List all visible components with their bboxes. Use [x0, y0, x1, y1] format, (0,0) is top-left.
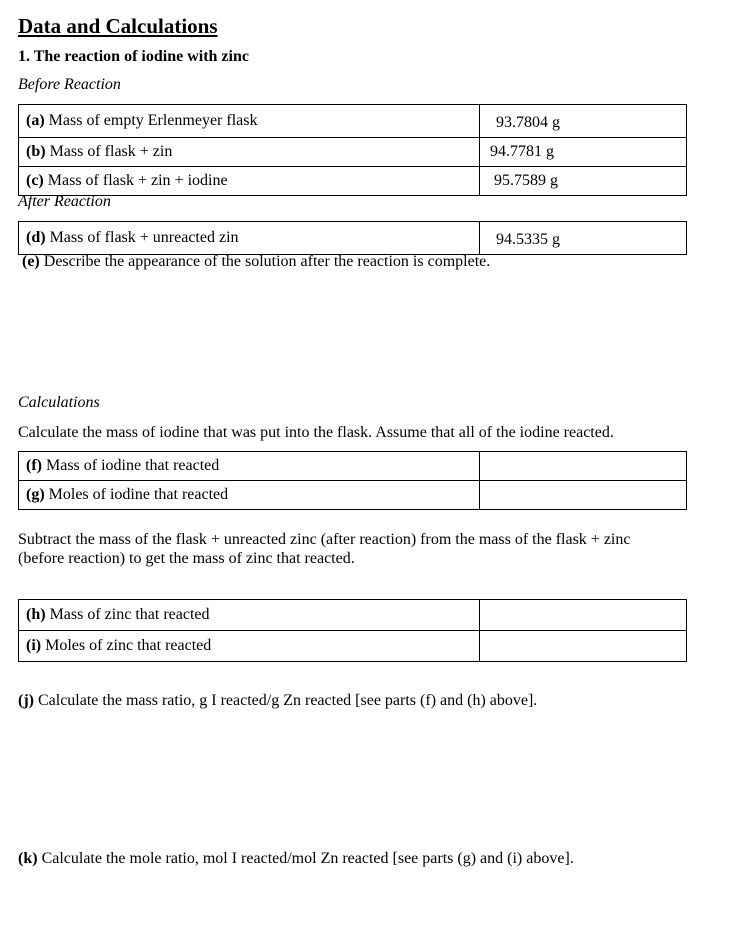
- before-reaction-table: [18, 104, 687, 196]
- row-label: (b) Mass of flask + zin: [19, 138, 480, 167]
- row-label: (d) Mass of flask + unreacted zin: [19, 222, 480, 255]
- before-reaction-label: Before Reaction: [18, 76, 121, 93]
- after-reaction-table: [18, 221, 687, 255]
- table-row: [19, 138, 687, 167]
- row-label: (g) Moles of iodine that reacted: [19, 481, 480, 510]
- row-label: (h) Mass of zinc that reacted: [19, 600, 480, 631]
- calc-instruction: Calculate the mass of iodine that was put into the flask. Assume that all of the iodine reacted.: [18, 424, 614, 441]
- subtract-instruction-line2: (before reaction) to get the mass of zinc that reacted.: [18, 550, 355, 567]
- mass-flask-zin-value: 94.7781 g: [480, 138, 687, 167]
- row-label: (a) Mass of empty Erlenmeyer flask: [19, 105, 480, 138]
- table-row: [19, 222, 687, 255]
- section-heading: 1. The reaction of iodine with zinc: [18, 48, 249, 65]
- mass-empty-flask-value: 93.7804 g: [480, 105, 687, 138]
- subtract-instruction-line1: Subtract the mass of the flask + unreacted zinc (after reaction) from the mass of the flask + zinc: [18, 531, 631, 548]
- question-j: (j) Calculate the mass ratio, g I reacted/g Zn reacted [see parts (f) and (h) above].: [18, 692, 538, 709]
- page-title: Data and Calculations: [18, 14, 218, 38]
- question-e: (e) Describe the appearance of the solution after the reaction is complete.: [22, 253, 491, 270]
- table-row: [19, 631, 687, 662]
- moles-zinc-answer-cell[interactable]: [480, 631, 687, 662]
- table-row: [19, 167, 687, 196]
- table-row: [19, 452, 687, 481]
- zinc-table: [18, 599, 687, 662]
- row-label: (f) Mass of iodine that reacted: [19, 452, 480, 481]
- moles-iodine-answer-cell[interactable]: [480, 481, 687, 510]
- table-row: [19, 105, 687, 138]
- mass-flask-unreacted-zin-value: 94.5335 g: [480, 222, 687, 255]
- after-reaction-label: After Reaction: [18, 193, 111, 210]
- mass-zinc-answer-cell[interactable]: [480, 600, 687, 631]
- mass-iodine-answer-cell[interactable]: [480, 452, 687, 481]
- table-row: [19, 481, 687, 510]
- question-k: (k) Calculate the mole ratio, mol I reacted/mol Zn reacted [see parts (g) and (i) above].: [18, 850, 574, 867]
- row-label: (i) Moles of zinc that reacted: [19, 631, 480, 662]
- mass-flask-zin-iodine-value: 95.7589 g: [480, 167, 687, 196]
- table-row: [19, 600, 687, 631]
- row-label: (c) Mass of flask + zin + iodine: [19, 167, 480, 196]
- iodine-table: [18, 451, 687, 510]
- calculations-label: Calculations: [18, 394, 100, 411]
